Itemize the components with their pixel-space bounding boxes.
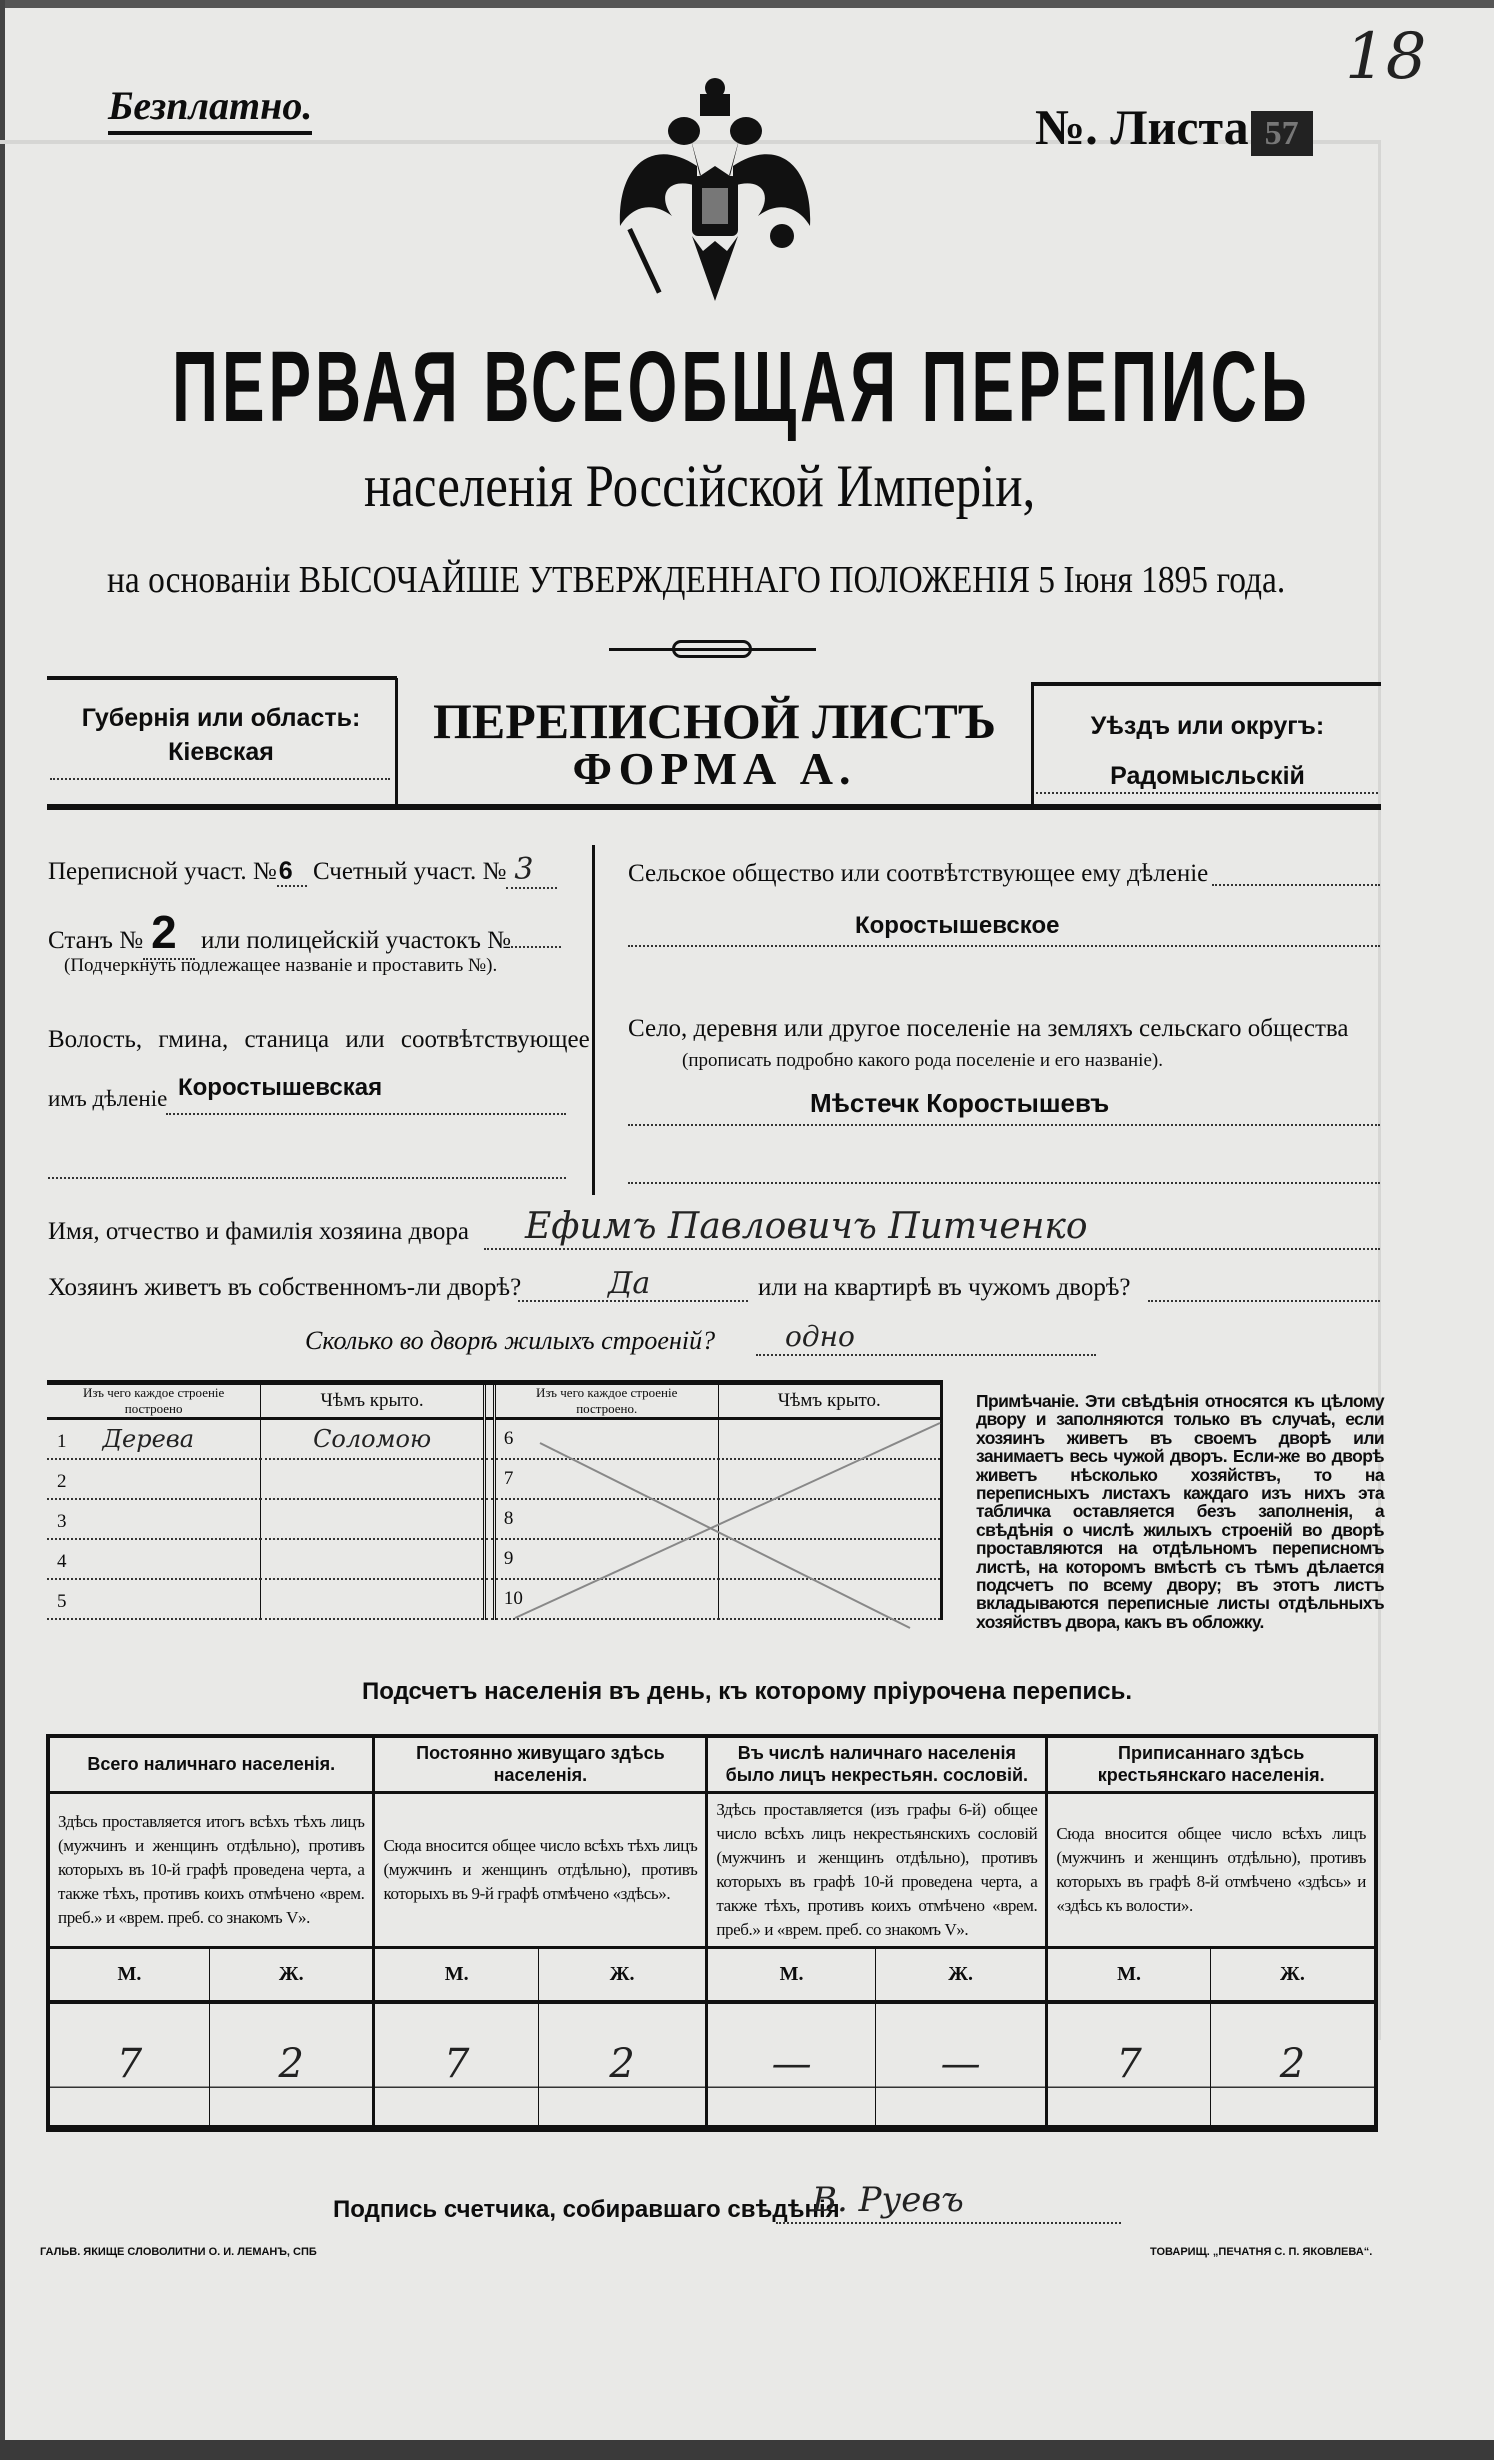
material-value: Дерева <box>102 1424 195 1453</box>
village-note: (прописать подробно какого рода поселеніе и его названіе). <box>682 1050 1163 1071</box>
row-number: 9 <box>503 1547 514 1569</box>
female-count: 2 <box>1210 2002 1376 2128</box>
imperial-eagle-emblem <box>612 76 818 312</box>
volost-field-line <box>166 1113 566 1115</box>
buildings-count-value: одно <box>785 1320 855 1353</box>
buildings-count-line <box>756 1354 1096 1356</box>
summary-column-description: Сюда вносится общее число всѣхъ тѣхъ лицъ (мужчинъ и женщинъ отдѣльно), противъ которыхъ въ 9-й графѣ отмѣчено «здѣсь». <box>374 1792 707 1947</box>
volost-field-line-2 <box>48 1177 566 1179</box>
summary-column-header: Въ числѣ наличнаго населенія было лицъ некрестьян. сословій. <box>707 1736 1047 1792</box>
form-type: ФОРМА А. <box>572 743 857 794</box>
roof-value <box>261 1459 485 1499</box>
summary-title: Подсчетъ населенія въ день, къ которому пріурочена перепись. <box>362 1678 1132 1705</box>
row-number: 4 <box>57 1550 67 1572</box>
male-count: 7 <box>48 2002 209 2128</box>
form-header-bottom-rule <box>47 804 1381 810</box>
own-yard-value: Да <box>608 1266 651 1301</box>
note-text: Примѣчаніе. Эти свѣдѣнія относятся къ цѣлому двору и заполняются только въ случаѣ, если хозяинъ живетъ въ своемъ дворѣ или занимаетъ весь чужой дворъ. Если-же во дворѣ живетъ нѣсколько хозяйствъ, то на переписныхъ листахъ каждаго изъ нихъ эта табличка оставляется безъ заполненія, а свѣдѣнія о числѣ жилыхъ строеній во дворѣ проставляются на отдѣльномъ переписномъ листѣ, на которомъ вмѣстѣ съ тѣмъ дѣлается подсчетъ по всему двору; въ этотъ листъ вкладываются переписные листы отдѣльныхъ хозяйствъ двора, какъ въ обложку. <box>976 1391 1384 1632</box>
row-number: 7 <box>503 1467 514 1489</box>
male-label: М. <box>1047 1947 1211 2002</box>
footer-left-imprint: ГАЛЬВ. ЯКИЩЕ СЛОВОЛИТНИ О. И. ЛЕМАНЪ, СПБ <box>40 2246 317 2258</box>
subtitle: населенія Россійской Имперіи, <box>364 453 1036 519</box>
stan-note: (Подчеркнуть подлежащее названіе и проставить №). <box>64 955 498 976</box>
female-label: Ж. <box>1210 1947 1376 2002</box>
owner-name-label: Имя, отчество и фамилія хозяина двора <box>48 1218 469 1245</box>
female-label: Ж. <box>875 1947 1046 2002</box>
summary-column-header: Всего наличнаго населенія. <box>87 1754 336 1775</box>
table-double-divider <box>484 1385 494 1419</box>
free-label: Безплатно. <box>108 82 312 135</box>
basis-line: на основаніи ВЫСОЧАЙШЕ УТВЕРЖДЕННАГО ПОЛОЖЕНІЯ 5 Іюня 1895 года. <box>107 559 1286 601</box>
district-value: Радомысльскій <box>1110 762 1305 790</box>
province-label: Губернія или область: <box>81 704 361 732</box>
male-label: М. <box>707 1947 876 2002</box>
table-double-divider <box>484 1499 494 1539</box>
form-header-top-rule <box>47 676 397 680</box>
page-number: 18 <box>1345 20 1427 94</box>
village-field-line-2 <box>628 1182 1380 1184</box>
row-number: 6 <box>503 1427 514 1449</box>
police-district-label: или полицейскій участокъ № <box>200 927 512 954</box>
volost-label: Волость, гмина, станица или соотвѣтствующее <box>48 1026 590 1053</box>
footer-right-imprint: ТОВАРИЩ. „ПЕЧАТНЯ С. П. ЯКОВЛЕВА“. <box>1150 2246 1373 2258</box>
society-label-line <box>1212 884 1380 886</box>
female-label: Ж. <box>538 1947 706 2002</box>
society-label: Сельское общество или соотвѣтствующее ему дѣленіе <box>628 860 1209 887</box>
roof-value: Соломою <box>313 1424 432 1453</box>
own-yard-line <box>518 1300 748 1302</box>
scan-left-edge <box>0 0 5 2460</box>
census-district-label: Переписной участ. № <box>48 858 277 885</box>
district-field-line <box>1036 792 1378 794</box>
village-label: Село, деревня или другое поселеніе на земляхъ сельскаго общества <box>628 1015 1349 1042</box>
owner-name-line <box>484 1248 1380 1250</box>
buildings-header-material: Изъ чего каждое строеніе построено <box>47 1385 261 1419</box>
stan-value: 2 <box>143 906 195 960</box>
summary-column-description: Здѣсь проставляется итогъ всѣхъ тѣхъ лицъ (мужчинъ и женщинъ отдѣльно), противъ которыхъ въ 10-й графѣ проведена черта, а также тѣхъ, противъ коихъ отмѣчено «врем. преб.» и «врем. преб. со знакомъ V». <box>58 1811 365 1927</box>
buildings-header-roof-2: Чѣмъ крыто. <box>718 1385 941 1419</box>
rent-line <box>1148 1300 1380 1302</box>
count-district-label: Счетный участ. № <box>312 858 507 885</box>
volost-label-2: имъ дѣленіе <box>48 1086 168 1111</box>
female-count: — <box>875 2002 1046 2128</box>
male-count: — <box>707 2002 876 2128</box>
row-number: 2 <box>57 1470 67 1492</box>
signature-label: Подпись счетчика, собиравшаго свѣдѣнія <box>333 2196 840 2223</box>
summary-table <box>46 1734 1378 2132</box>
village-value: Мѣстечк Коростышевъ <box>810 1088 1110 1118</box>
summary-column-header: Приписаннаго здѣсь крестьянскаго населенія. <box>1047 1736 1376 1792</box>
table-double-divider <box>484 1579 494 1619</box>
own-yard-label: Хозяинъ живетъ въ собственномъ-ли дворѣ? <box>48 1274 522 1301</box>
stan-field <box>48 905 561 959</box>
sheet-number-label <box>1035 98 1313 156</box>
roof-value <box>261 1499 485 1539</box>
male-count: 7 <box>1047 2002 1211 2128</box>
census-district-value: 6 <box>277 857 307 887</box>
scan-bottom-edge <box>0 2440 1494 2460</box>
society-value: Коростышевское <box>855 912 1060 939</box>
column-divider <box>592 845 595 1195</box>
sheet-number-value: 57 <box>1251 111 1313 156</box>
roof-value <box>261 1579 485 1619</box>
row-number: 8 <box>503 1507 514 1529</box>
row-number: 5 <box>57 1590 67 1612</box>
table-double-divider <box>484 1539 494 1579</box>
count-district-value: 3 <box>506 852 557 889</box>
district-label: Уѣздъ или округъ: <box>1090 712 1325 740</box>
ornament-center <box>672 640 752 658</box>
ghost-line <box>1378 140 1381 2040</box>
buildings-count-label: Сколько во дворѣ жилыхъ строеній? <box>305 1326 716 1355</box>
female-count: 2 <box>538 2002 706 2128</box>
village-field-line <box>628 1124 1380 1126</box>
province-field-line <box>50 778 390 780</box>
row-number: 1 <box>57 1430 67 1452</box>
sheet-number-text: №. Листа <box>1035 99 1249 155</box>
form-title: ПЕРЕПИСНОЙ ЛИСТЪ <box>432 693 997 749</box>
buildings-header-material-2: Изъ чего каждое строеніе построено. <box>494 1385 718 1419</box>
table-double-divider <box>484 1459 494 1499</box>
signature-line <box>776 2222 1121 2224</box>
form-header-top-rule <box>1031 682 1381 686</box>
summary-column-description: Здѣсь проставляется (изъ графы 6-й) общее число всѣхъ лицъ некрестьянскихъ сословій (мужчинъ и женщинъ отдѣльно), противъ которыхъ въ графѣ 10-й проведена черта, а также тѣхъ, противъ коихъ отмѣчено «врем. преб.» и «врем. преб. со знакомъ V». <box>707 1792 1047 1947</box>
province-value: Кіевская <box>168 738 274 766</box>
signature-value: В. Руевъ <box>812 2180 964 2220</box>
roof-value <box>261 1539 485 1579</box>
male-count: 7 <box>374 2002 538 2128</box>
cross-out-mark <box>500 1418 945 1633</box>
buildings-header-roof: Чѣмъ крыто. <box>320 1390 424 1411</box>
male-label: М. <box>117 1962 142 1985</box>
table-double-divider <box>484 1419 494 1459</box>
summary-column-header: Постоянно живущаго здѣсь населенія. <box>374 1736 707 1792</box>
volost-value: Коростышевская <box>178 1074 383 1101</box>
female-count: 2 <box>209 2002 373 2128</box>
society-field-line <box>628 945 1380 947</box>
owner-name-value: Ефимъ Павловичъ Питченко <box>525 1206 1088 1247</box>
main-title: ПЕРВАЯ ВСЕОБЩАЯ ПЕРЕПИСЬ <box>172 331 1311 443</box>
rent-label: или на квартирѣ въ чужомъ дворѣ? <box>758 1274 1131 1301</box>
police-district-value <box>511 946 561 948</box>
female-label: Ж. <box>209 1947 373 2002</box>
male-label: М. <box>374 1947 538 2002</box>
scan-top-edge <box>0 0 1494 8</box>
row-number: 3 <box>57 1510 67 1532</box>
summary-column-description: Сюда вносится общее число всѣхъ лицъ (мужчинъ и женщинъ отдѣльно), противъ которыхъ въ графѣ 8-й отмѣчено «здѣсь» и «здѣсь къ волости». <box>1047 1792 1376 1947</box>
census-district-field <box>48 852 557 887</box>
row-number: 10 <box>503 1587 523 1609</box>
stan-label: Станъ № <box>48 927 144 954</box>
